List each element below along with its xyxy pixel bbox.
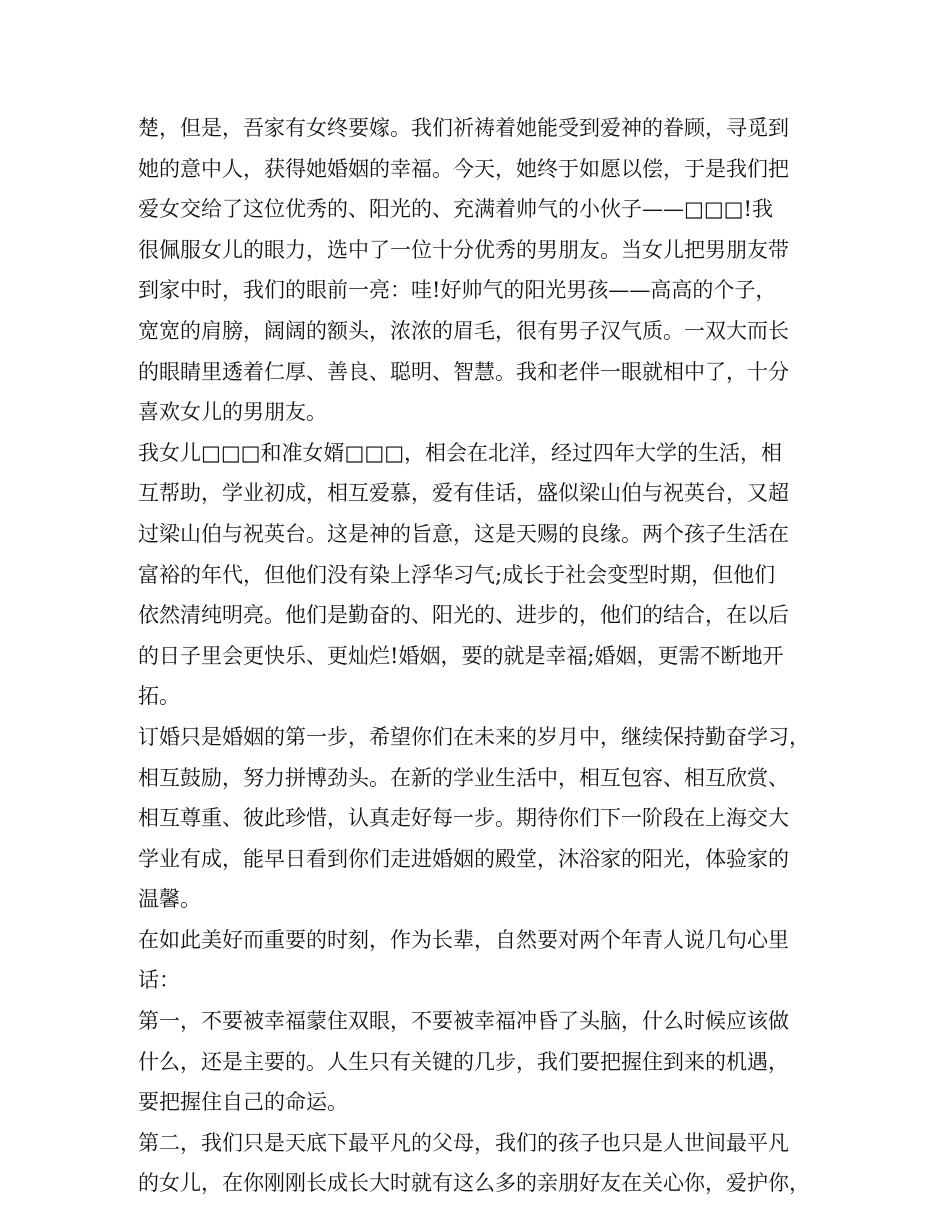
- text-line: 第二，我们只是天底下最平凡的父母，我们的孩子也只是人世间最平凡: [138, 1130, 789, 1155]
- text-line: 第一，不要被幸福蒙住双眼，不要被幸福冲昏了头脑，什么时候应该做: [138, 1009, 789, 1034]
- text-line: 宽宽的肩膀，阔阔的额头，浓浓的眉毛，很有男子汉气质。一双大而长: [138, 318, 789, 343]
- text-line: 相互尊重、彼此珍惜，认真走好每一步。期待你们下一阶段在上海交大: [138, 806, 789, 831]
- text-line: 到家中时，我们的眼前一亮：哇!好帅气的阳光男孩——高高的个子，: [138, 278, 777, 303]
- text-line: 她的意中人，获得她婚姻的幸福。今天，她终于如愿以偿，于是我们把: [138, 156, 789, 181]
- text-line: 过梁山伯与祝英台。这是神的旨意，这是天赐的良缘。两个孩子生活在: [138, 521, 789, 546]
- text-line: 依然清纯明亮。他们是勤奋的、阳光的、进步的，他们的结合，在以后: [138, 603, 789, 628]
- text-line: 的日子里会更快乐、更灿烂!婚姻，要的就是幸福;婚姻，更需不断地开: [138, 643, 784, 668]
- text-line: 温馨。: [138, 887, 201, 912]
- text-line: 订婚只是婚姻的第一步，希望你们在未来的岁月中，继续保持勤奋学习，: [138, 724, 810, 749]
- text-line: 楚，但是，吾家有女终要嫁。我们祈祷着她能受到爱神的眷顾，寻觅到: [138, 116, 789, 140]
- text-line: 喜欢女儿的男朋友。: [138, 400, 327, 425]
- body-text: [138, 108, 828, 1204]
- text-line: 很佩服女儿的眼力，选中了一位十分优秀的男朋友。当女儿把男朋友带: [138, 237, 789, 262]
- text-line: 富裕的年代，但他们没有染上浮华习气;成长于社会变型时期，但他们: [138, 562, 776, 587]
- text-line: 要把握住自己的命运。: [138, 1090, 348, 1115]
- text-line: 什么，还是主要的。人生只有关键的几步，我们要把握住到来的机遇，: [138, 1049, 789, 1074]
- text-line: 的眼睛里透着仁厚、善良、聪明、智慧。我和老伴一眼就相中了，十分: [138, 359, 789, 384]
- text-line: 的女儿，在你刚刚长成长大时就有这么多的亲朋好友在关心你，爱护你，: [138, 1171, 810, 1196]
- text-line: 在如此美好而重要的时刻，作为长辈，自然要对两个年青人说几句心里: [138, 927, 789, 952]
- text-line: 相互鼓励，努力拼博劲头。在新的学业生活中，相互包容、相互欣赏、: [138, 765, 789, 790]
- text-line: 我女儿□□□和准女婿□□□，相会在北洋，经过四年大学的生活，相: [138, 440, 783, 465]
- text-line: 互帮助，学业初成，相互爱慕，爱有佳话，盛似梁山伯与祝英台，又超: [138, 481, 789, 506]
- text-line: 学业有成，能早日看到你们走进婚姻的殿堂，沐浴家的阳光，体验家的: [138, 846, 789, 871]
- text-line: 拓。: [138, 684, 180, 709]
- text-line: 话：: [138, 968, 180, 993]
- text-line: 爱女交给了这位优秀的、阳光的、充满着帅气的小伙子——□□□!我: [138, 197, 773, 222]
